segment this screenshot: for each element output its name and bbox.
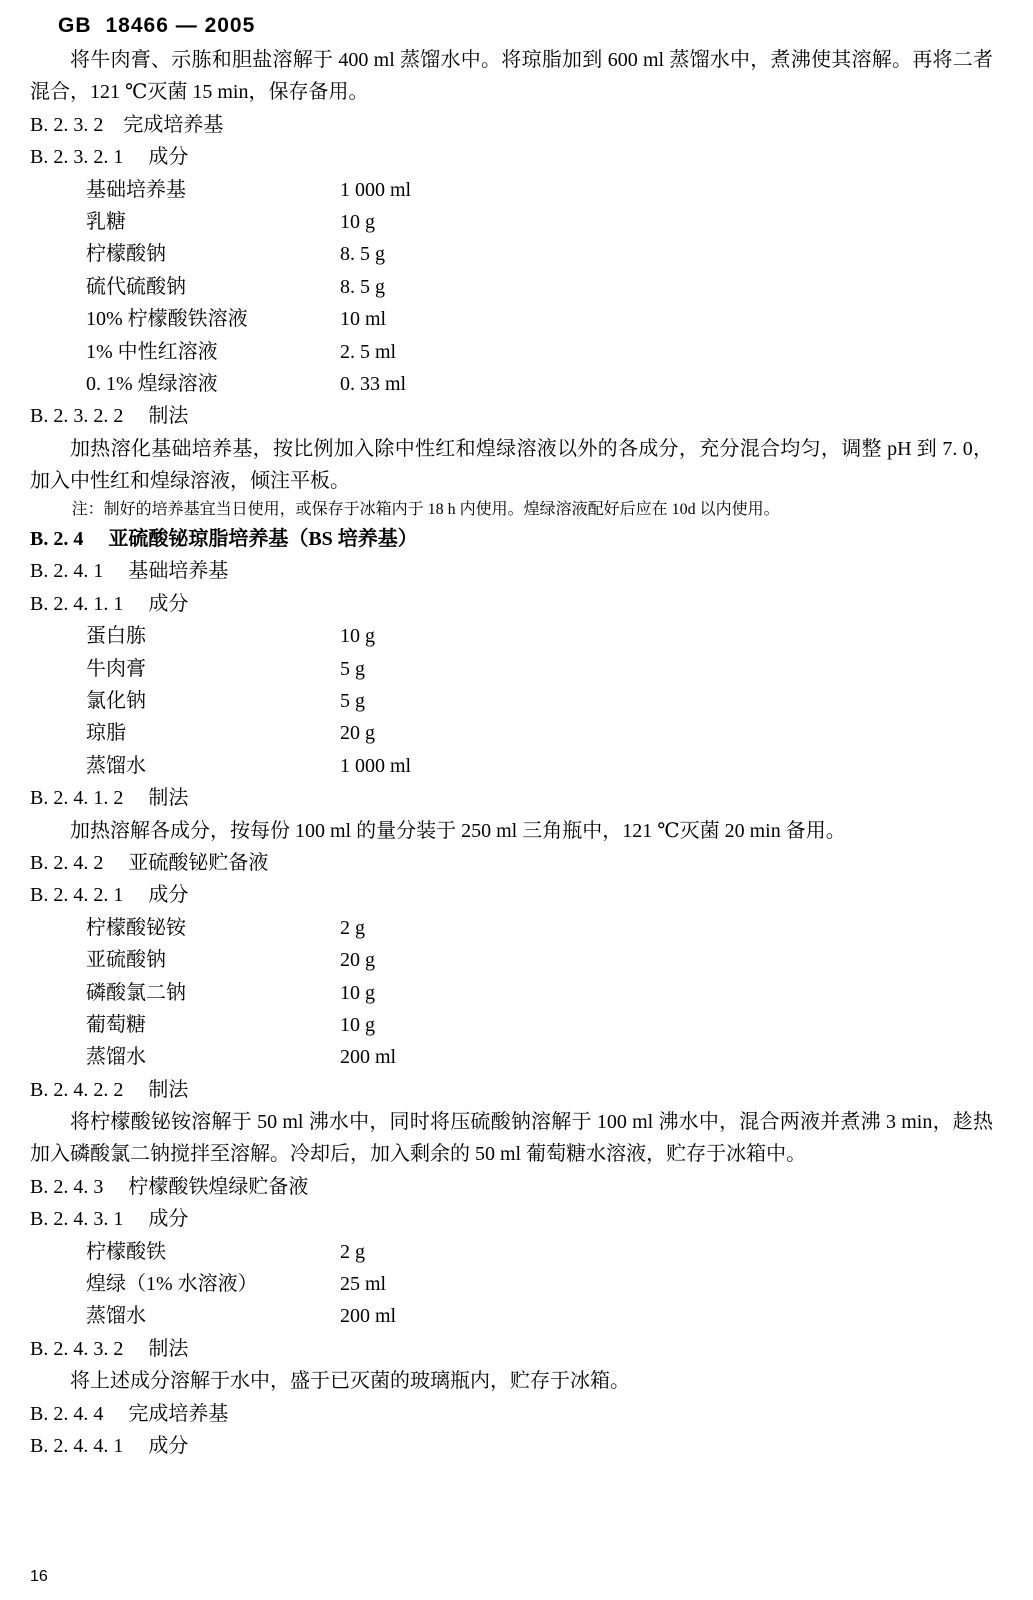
ingredient-amount: 2 g <box>340 916 365 939</box>
ingredient-name: 琼脂 <box>86 722 126 745</box>
section-heading: B. 2. 4. 4. 1 成分 <box>30 1435 189 1457</box>
ingredient-name: 蛋白胨 <box>86 625 146 648</box>
table-row <box>30 944 396 976</box>
section-heading: B. 2. 4. 1. 1 成分 <box>30 592 189 615</box>
ingredient-amount: 2 g <box>340 1240 365 1263</box>
paragraph: 加热溶化基础培养基，按比例加入除中性红和煌绿溶液以外的各成分，充分混合均匀，调整 pH 到 7. 0，加入中性红和煌绿溶液，倾注平板。 <box>30 437 993 493</box>
table-row <box>30 206 411 238</box>
standard-code: GB <box>58 14 92 37</box>
table-row <box>30 1300 396 1332</box>
paragraph: 将上述成分溶解于水中，盛于已灭菌的玻璃瓶内，贮存于冰箱。 <box>70 1370 630 1393</box>
ingredient-name: 柠檬酸钠 <box>86 243 166 266</box>
ingredient-amount: 10 g <box>340 625 375 648</box>
section-heading: B. 2. 4. 2. 1 成分 <box>30 884 189 907</box>
ingredient-amount: 5 g <box>340 657 365 680</box>
section-heading: B. 2. 4 亚硫酸铋琼脂培养基（BS 培养基） <box>30 528 418 551</box>
ingredient-amount: 0. 33 ml <box>340 372 407 395</box>
ingredient-amount: 25 ml <box>340 1273 387 1296</box>
section-heading: B. 2. 4. 3 柠檬酸铁煌绿贮备液 <box>30 1175 309 1198</box>
ingredient-amount: 8. 5 g <box>340 275 385 298</box>
page-number: 16 <box>30 1568 48 1585</box>
ingredient-amount: 10 g <box>340 210 375 233</box>
table-row <box>30 238 411 270</box>
paragraph: 将牛肉膏、示胨和胆盐溶解于 400 ml 蒸馏水中。将琼脂加到 600 ml 蒸馏水中，煮沸使其溶解。再将二者混合，121 ℃灭菌 15 min，保存备用。 <box>30 49 993 104</box>
table-row <box>30 977 396 1009</box>
ingredient-amount: 5 g <box>340 690 365 713</box>
ingredient-amount: 10 g <box>340 1013 375 1036</box>
ingredient-name: 氯化钠 <box>86 690 146 713</box>
section-heading: B. 2. 4. 4 完成培养基 <box>30 1402 229 1425</box>
table-row <box>30 1268 396 1300</box>
standard-number: 18466 — 2005 <box>105 14 256 37</box>
ingredient-amount: 200 ml <box>340 1305 397 1328</box>
table-row <box>30 174 411 206</box>
section-heading: B. 2. 3. 2 完成培养基 <box>30 113 224 136</box>
ingredient-amount: 10 g <box>340 981 375 1004</box>
ingredient-name: 葡萄糖 <box>86 1013 146 1036</box>
ingredient-name: 10% 柠檬酸铁溶液 <box>86 308 248 331</box>
ingredient-name: 柠檬酸铋铵 <box>86 916 186 939</box>
table-row <box>30 620 411 652</box>
ingredient-table <box>30 1236 396 1333</box>
ingredient-name: 乳糖 <box>86 210 126 233</box>
paragraph: 加热溶解各成分，按每份 100 ml 的量分装于 250 ml 三角瓶中，121 ℃灭菌 20 min 备用。 <box>70 819 846 842</box>
section-heading: B. 2. 4. 3. 1 成分 <box>30 1208 189 1231</box>
ingredient-table <box>30 620 411 782</box>
paragraph: 将柠檬酸铋铵溶解于 50 ml 沸水中，同时将压硫酸钠溶解于 100 ml 沸水中，混合两液并煮沸 3 min，趁热加入磷酸氯二钠搅拌至溶解。冷却后，加入剩余的 50 ml 葡萄糖水溶液，贮存于冰箱中。 <box>30 1111 993 1166</box>
ingredient-name: 基础培养基 <box>86 178 186 201</box>
ingredient-name: 蒸馏水 <box>86 754 146 777</box>
ingredient-amount: 1 000 ml <box>340 178 412 201</box>
table-row <box>30 750 411 782</box>
section-heading: B. 2. 3. 2. 1 成分 <box>30 146 189 169</box>
document-body <box>30 44 993 1462</box>
ingredient-amount: 1 000 ml <box>340 754 412 777</box>
ingredient-name: 蒸馏水 <box>86 1305 146 1328</box>
section-heading: B. 2. 4. 1. 2 制法 <box>30 787 189 810</box>
table-row <box>30 303 411 335</box>
ingredient-name: 牛肉膏 <box>86 657 146 680</box>
section-heading: B. 2. 4. 3. 2 制法 <box>30 1337 189 1360</box>
section-heading: B. 2. 4. 2 亚硫酸铋贮备液 <box>30 851 269 874</box>
ingredient-amount: 20 g <box>340 722 375 745</box>
table-row <box>30 1236 396 1268</box>
ingredient-amount: 20 g <box>340 949 375 972</box>
page-header <box>58 14 993 38</box>
ingredient-amount: 200 ml <box>340 1046 397 1069</box>
table-row <box>30 1041 396 1073</box>
ingredient-name: 1% 中性红溶液 <box>86 340 218 363</box>
ingredient-table <box>30 174 411 401</box>
ingredient-name: 磷酸氯二钠 <box>86 981 186 1004</box>
section-heading: B. 2. 4. 2. 2 制法 <box>30 1078 189 1101</box>
ingredient-name: 0. 1% 煌绿溶液 <box>86 372 218 395</box>
note-paragraph: 注：制好的培养基宜当日使用，或保存于冰箱内于 18 h 内使用。煌绿溶液配好后应在 10d 以内使用。 <box>71 501 780 519</box>
table-row <box>30 685 411 717</box>
ingredient-name: 蒸馏水 <box>86 1046 146 1069</box>
ingredient-table <box>30 912 396 1074</box>
ingredient-name: 硫代硫酸钠 <box>86 275 186 298</box>
ingredient-name: 柠檬酸铁 <box>86 1240 166 1263</box>
ingredient-amount: 8. 5 g <box>340 243 385 266</box>
table-row <box>30 912 396 944</box>
table-row <box>30 717 411 749</box>
table-row <box>30 271 411 303</box>
ingredient-amount: 10 ml <box>340 308 387 331</box>
ingredient-name: 亚硫酸钠 <box>86 949 166 972</box>
ingredient-amount: 2. 5 ml <box>340 340 397 363</box>
ingredient-name: 煌绿（1% 水溶液） <box>86 1273 258 1296</box>
table-row <box>30 653 411 685</box>
section-heading: B. 2. 3. 2. 2 制法 <box>30 405 189 428</box>
table-row <box>30 1009 396 1041</box>
table-row <box>30 336 411 368</box>
table-row <box>30 368 411 400</box>
section-heading: B. 2. 4. 1 基础培养基 <box>30 560 229 583</box>
